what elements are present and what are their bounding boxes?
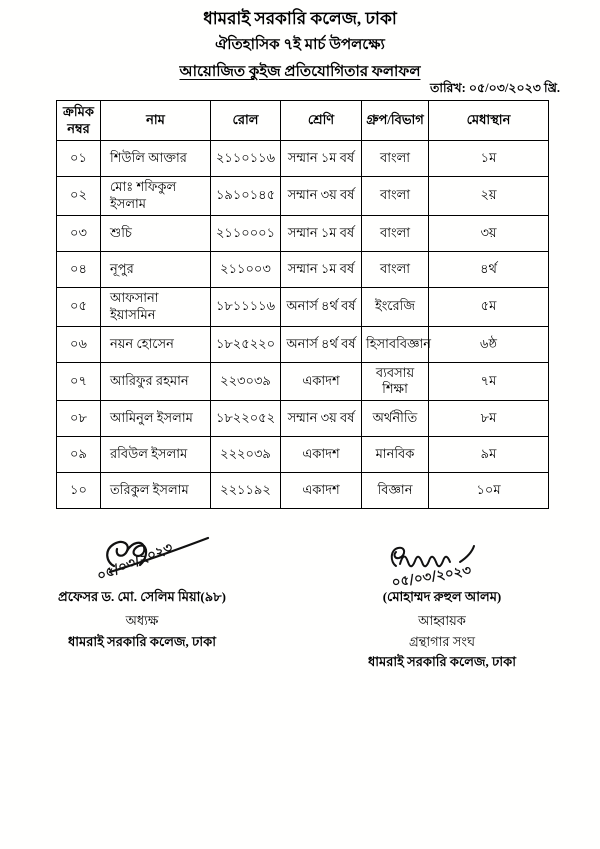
cell-class: অনার্স ৪র্থ বর্ষ (281, 287, 362, 326)
cell-name: রবিউল ইসলাম (101, 437, 211, 473)
column-header-roll: রোল (211, 101, 281, 141)
column-header-name: নাম (101, 101, 211, 141)
column-header-group: গ্রুপ/বিভাগ (362, 101, 429, 141)
convener-signature-block (352, 588, 532, 671)
principal-signature-block (42, 588, 242, 650)
cell-serial: ০৮ (57, 401, 101, 437)
cell-class: সম্মান ৩য় বর্ষ (281, 177, 362, 216)
convener-institution: ধামরাই সরকারি কলেজ, ঢাকা (367, 654, 517, 670)
principal-name: প্রফেসর ড. মো. সেলিম মিয়া(৯৮) (58, 589, 226, 604)
cell-name: নয়ন হোসেন (101, 326, 211, 362)
cell-merit: ৮ম (429, 401, 549, 437)
cell-serial: ০৭ (57, 362, 101, 401)
table-row (57, 251, 549, 287)
cell-name: মোঃ শফিকুল ইসলাম (101, 177, 211, 216)
cell-merit: ১ম (429, 141, 549, 177)
cell-class: একাদশ (281, 437, 362, 473)
cell-roll: ১৮২২০৫২ (211, 401, 281, 437)
principal-institution: ধামরাই সরকারি কলেজ, ঢাকা (67, 633, 217, 649)
cell-class: একাদশ (281, 473, 362, 509)
table-row (57, 362, 549, 401)
cell-name: শুচি (101, 215, 211, 251)
cell-roll: ২২৩০৩৯ (211, 362, 281, 401)
cell-serial: ০৫ (57, 287, 101, 326)
document-title: ধামরাই সরকারি কলেজ, ঢাকা (203, 9, 397, 28)
table-row (57, 437, 549, 473)
cell-serial: ০২ (57, 177, 101, 216)
principal-designation: অধ্যক্ষ (125, 613, 159, 628)
table-row (57, 401, 549, 437)
cell-roll: ২২২০৩৯ (211, 437, 281, 473)
cell-group: ইংরেজি (362, 287, 429, 326)
document-subtitle-result: আয়োজিত কুইজ প্রতিযোগিতার ফলাফল (179, 64, 421, 80)
cell-merit: ১০ম (429, 473, 549, 509)
cell-class: সম্মান ৩য় বর্ষ (281, 401, 362, 437)
cell-roll: ২১১০১১৬ (211, 141, 281, 177)
column-header-merit: মেধাস্থান (429, 101, 549, 141)
cell-roll: ১৮২৫২২০ (211, 326, 281, 362)
cell-group: বিজ্ঞান (362, 473, 429, 509)
cell-group: হিসাববিজ্ঞান (362, 326, 429, 362)
principal-handwritten-date: ০৫/০৩/২০২৩ (94, 539, 176, 585)
convener-designation: আহ্বায়ক (418, 613, 466, 628)
cell-group: মানবিক (362, 437, 429, 473)
table-row (57, 473, 549, 509)
cell-roll: ১৯১০১৪৫ (211, 177, 281, 216)
cell-roll: ২১১০০৩ (211, 251, 281, 287)
cell-merit: ২য় (429, 177, 549, 216)
cell-serial: ০৬ (57, 326, 101, 362)
cell-merit: ৬ষ্ঠ (429, 326, 549, 362)
column-header-serial: ক্রমিক নম্বর (57, 101, 101, 141)
cell-group: অর্থনীতি (362, 401, 429, 437)
cell-group: বাংলা (362, 215, 429, 251)
table-row (57, 141, 549, 177)
cell-name: শিউলি আক্তার (101, 141, 211, 177)
cell-name: নূপুর (101, 251, 211, 287)
cell-serial: ০১ (57, 141, 101, 177)
results-table-body (57, 141, 549, 509)
cell-serial: ০৩ (57, 215, 101, 251)
table-row (57, 326, 549, 362)
cell-class: সম্মান ১ম বর্ষ (281, 141, 362, 177)
cell-serial: ১০ (57, 473, 101, 509)
convener-organization: গ্রন্থাগার সংঘ (408, 633, 476, 649)
cell-name: আরিফুর রহমান (101, 362, 211, 401)
results-table (56, 100, 549, 509)
table-row (57, 287, 549, 326)
cell-class: অনার্স ৪র্থ বর্ষ (281, 326, 362, 362)
cell-merit: ৪র্থ (429, 251, 549, 287)
document-subtitle: ঐতিহাসিক ৭ই মার্চ উপলক্ষ্যে (215, 37, 385, 53)
convener-handwritten-date: ০৫/০৩/২০২৩ (390, 562, 473, 591)
cell-class: একাদশ (281, 362, 362, 401)
cell-group: বাংলা (362, 177, 429, 216)
table-row (57, 177, 549, 216)
cell-name: আফসানা ইয়াসমিন (101, 287, 211, 326)
cell-merit: ৫ম (429, 287, 549, 326)
cell-group: বাংলা (362, 141, 429, 177)
cell-merit: ৭ম (429, 362, 549, 401)
cell-roll: ২১১০০০১ (211, 215, 281, 251)
column-header-class: শ্রেণি (281, 101, 362, 141)
cell-merit: ৩য় (429, 215, 549, 251)
cell-group: ব্যবসায় শিক্ষা (362, 362, 429, 401)
convener-name: (মোহাম্মদ রুহুল আলম) (382, 589, 502, 604)
cell-name: তরিকুল ইসলাম (101, 473, 211, 509)
cell-roll: ১৮১১১১৬ (211, 287, 281, 326)
cell-group: বাংলা (362, 251, 429, 287)
cell-serial: ০৯ (57, 437, 101, 473)
cell-serial: ০৪ (57, 251, 101, 287)
cell-roll: ২২১১৯২ (211, 473, 281, 509)
date-line: তারিখ: ০৫/০৩/২০২৩ খ্রি. (429, 81, 560, 95)
cell-merit: ৯ম (429, 437, 549, 473)
cell-class: সম্মান ১ম বর্ষ (281, 251, 362, 287)
results-table-head (57, 101, 549, 141)
cell-class: সম্মান ১ম বর্ষ (281, 215, 362, 251)
table-row (57, 215, 549, 251)
cell-name: আমিনুল ইসলাম (101, 401, 211, 437)
header-row (57, 101, 549, 141)
